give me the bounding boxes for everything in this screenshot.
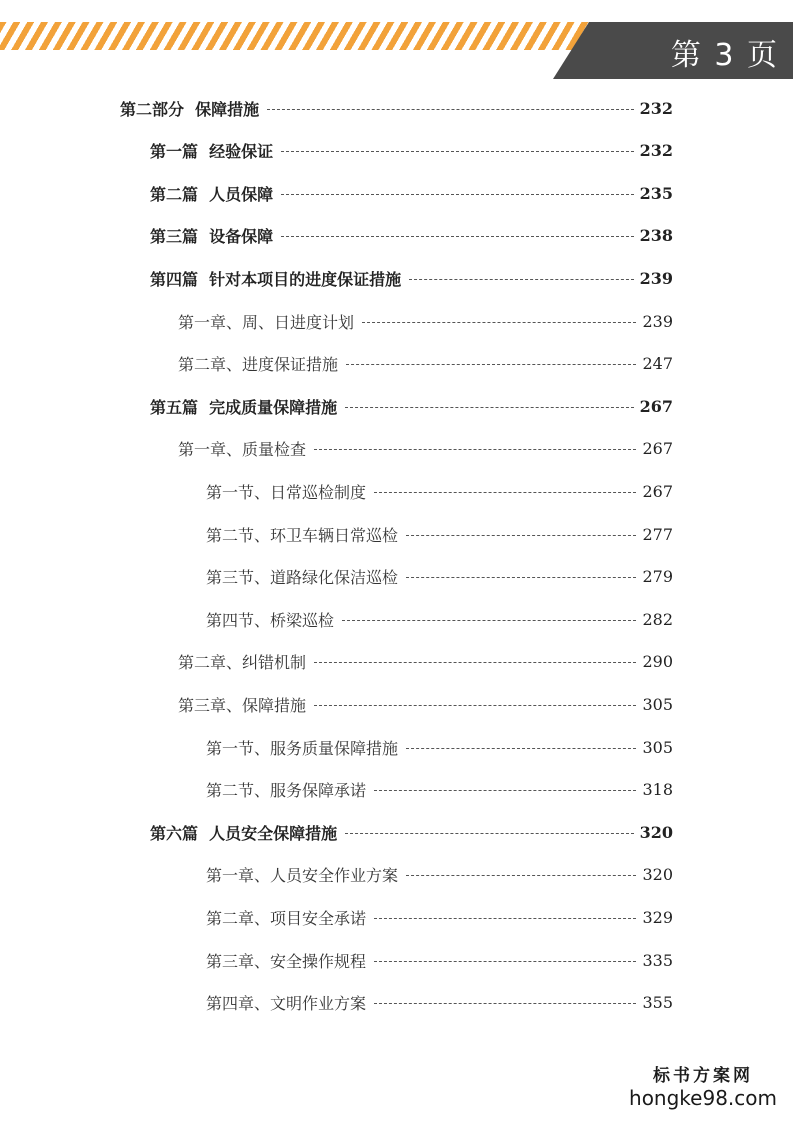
toc-dot-leader: [345, 833, 633, 834]
toc-entry-page-number: 239: [642, 311, 673, 331]
toc-entry-title: 第一章、质量检查: [178, 440, 307, 460]
toc-entry-page-number: 267: [639, 396, 673, 416]
toc-entry-title: 第三节、道路绿化保洁巡检: [206, 568, 399, 588]
toc-entry-title: 第一节、服务质量保障措施: [206, 738, 399, 758]
toc-dot-leader: [345, 407, 633, 408]
toc-dot-leader: [281, 194, 633, 195]
site-watermark: [629, 1061, 777, 1110]
toc-dot-leader: [342, 620, 636, 621]
toc-entry[interactable]: [206, 991, 673, 1015]
toc-entry[interactable]: [206, 948, 673, 972]
toc-dot-leader: [267, 109, 633, 110]
header-stripe-band: [0, 22, 600, 50]
toc-dot-leader: [406, 748, 636, 749]
toc-dot-leader: [374, 918, 636, 919]
toc-entry-page-number: 320: [639, 822, 673, 842]
toc-dot-leader: [409, 279, 633, 280]
toc-entry-page-number: 238: [639, 226, 673, 246]
toc-entry-title: 第二篇 人员保障: [150, 184, 274, 204]
toc-entry[interactable]: [206, 522, 673, 546]
toc-entry-page-number: 247: [642, 354, 673, 374]
toc-entry-page-number: 335: [642, 950, 673, 970]
toc-entry[interactable]: [150, 394, 673, 418]
toc-entry-title: 第二章、纠错机制: [178, 653, 307, 673]
toc-dot-leader: [314, 449, 636, 450]
page-number-label: 第 3 页: [670, 38, 779, 73]
toc-entry-title: 第一章、周、日进度计划: [178, 312, 355, 332]
toc-entry-page-number: 355: [642, 993, 673, 1013]
toc-entry[interactable]: [150, 224, 673, 248]
toc-entry-title: 第一节、日常巡检制度: [206, 482, 367, 502]
toc-dot-leader: [281, 236, 633, 237]
toc-dot-leader: [374, 492, 636, 493]
toc-entry[interactable]: [178, 309, 673, 333]
toc-entry-title: 第三篇 设备保障: [150, 227, 274, 247]
toc-entry[interactable]: [206, 905, 673, 929]
toc-entry-page-number: 277: [642, 524, 673, 544]
toc-entry-page-number: 329: [642, 907, 673, 927]
toc-entry-title: 第六篇 人员安全保障措施: [150, 823, 338, 843]
toc-entry-page-number: 318: [642, 780, 673, 800]
toc-entry[interactable]: [150, 181, 673, 205]
toc-entry[interactable]: [178, 650, 673, 674]
toc-entry-title: 第五篇 完成质量保障措施: [150, 397, 338, 417]
toc-dot-leader: [314, 705, 636, 706]
toc-entry[interactable]: [178, 437, 673, 461]
toc-entry-title: 第三章、安全操作规程: [206, 951, 367, 971]
toc-entry-title: 第四篇 针对本项目的进度保证措施: [150, 269, 402, 289]
toc-entry[interactable]: [206, 565, 673, 589]
toc-entry[interactable]: [206, 863, 673, 887]
toc-entry-title: 第四章、文明作业方案: [206, 994, 367, 1014]
toc-dot-leader: [346, 364, 636, 365]
toc-entry[interactable]: [206, 778, 673, 802]
toc-entry[interactable]: [120, 96, 673, 120]
toc-entry-title: 第三章、保障措施: [178, 695, 307, 715]
toc-entry-title: 第二节、环卫车辆日常巡检: [206, 525, 399, 545]
toc-dot-leader: [281, 151, 633, 152]
toc-entry-page-number: 239: [639, 268, 673, 288]
toc-entry[interactable]: [150, 139, 673, 163]
toc-entry-page-number: 282: [642, 609, 673, 629]
toc-entry-title: 第二节、服务保障承诺: [206, 781, 367, 801]
toc-entry-title: 第二部分 保障措施: [120, 99, 260, 119]
toc-dot-leader: [406, 875, 636, 876]
toc-entry-page-number: 232: [639, 141, 673, 161]
toc-dot-leader: [362, 322, 636, 323]
toc-entry-page-number: 290: [642, 652, 673, 672]
toc-entry-title: 第二章、项目安全承诺: [206, 908, 367, 928]
toc-entry-page-number: 267: [642, 439, 673, 459]
toc-entry-page-number: 305: [642, 737, 673, 757]
toc-entry-page-number: 279: [642, 567, 673, 587]
toc-dot-leader: [374, 1003, 636, 1004]
toc-entry-page-number: 235: [639, 183, 673, 203]
toc-entry[interactable]: [178, 692, 673, 716]
toc-entry-title: 第四节、桥梁巡检: [206, 610, 335, 630]
toc-entry[interactable]: [178, 352, 673, 376]
toc-dot-leader: [374, 790, 636, 791]
toc-entry-page-number: 267: [642, 481, 673, 501]
toc-entry-title: 第一篇 经验保证: [150, 142, 274, 162]
toc-entry-title: 第二章、进度保证措施: [178, 355, 339, 375]
toc-dot-leader: [406, 535, 636, 536]
toc-entry[interactable]: [206, 479, 673, 503]
toc-entry[interactable]: [206, 735, 673, 759]
toc-entry[interactable]: [150, 266, 673, 290]
watermark-site-url: hongke98.com: [629, 1086, 777, 1110]
toc-dot-leader: [406, 577, 636, 578]
toc-dot-leader: [314, 662, 636, 663]
watermark-site-name: 标书方案网: [653, 1066, 753, 1086]
toc-entry[interactable]: [150, 820, 673, 844]
toc-dot-leader: [374, 961, 636, 962]
toc-entry-title: 第一章、人员安全作业方案: [206, 866, 399, 886]
toc-entry-page-number: 320: [642, 865, 673, 885]
toc-entry-page-number: 232: [639, 98, 673, 118]
toc-entry-page-number: 305: [642, 694, 673, 714]
toc-entry[interactable]: [206, 607, 673, 631]
